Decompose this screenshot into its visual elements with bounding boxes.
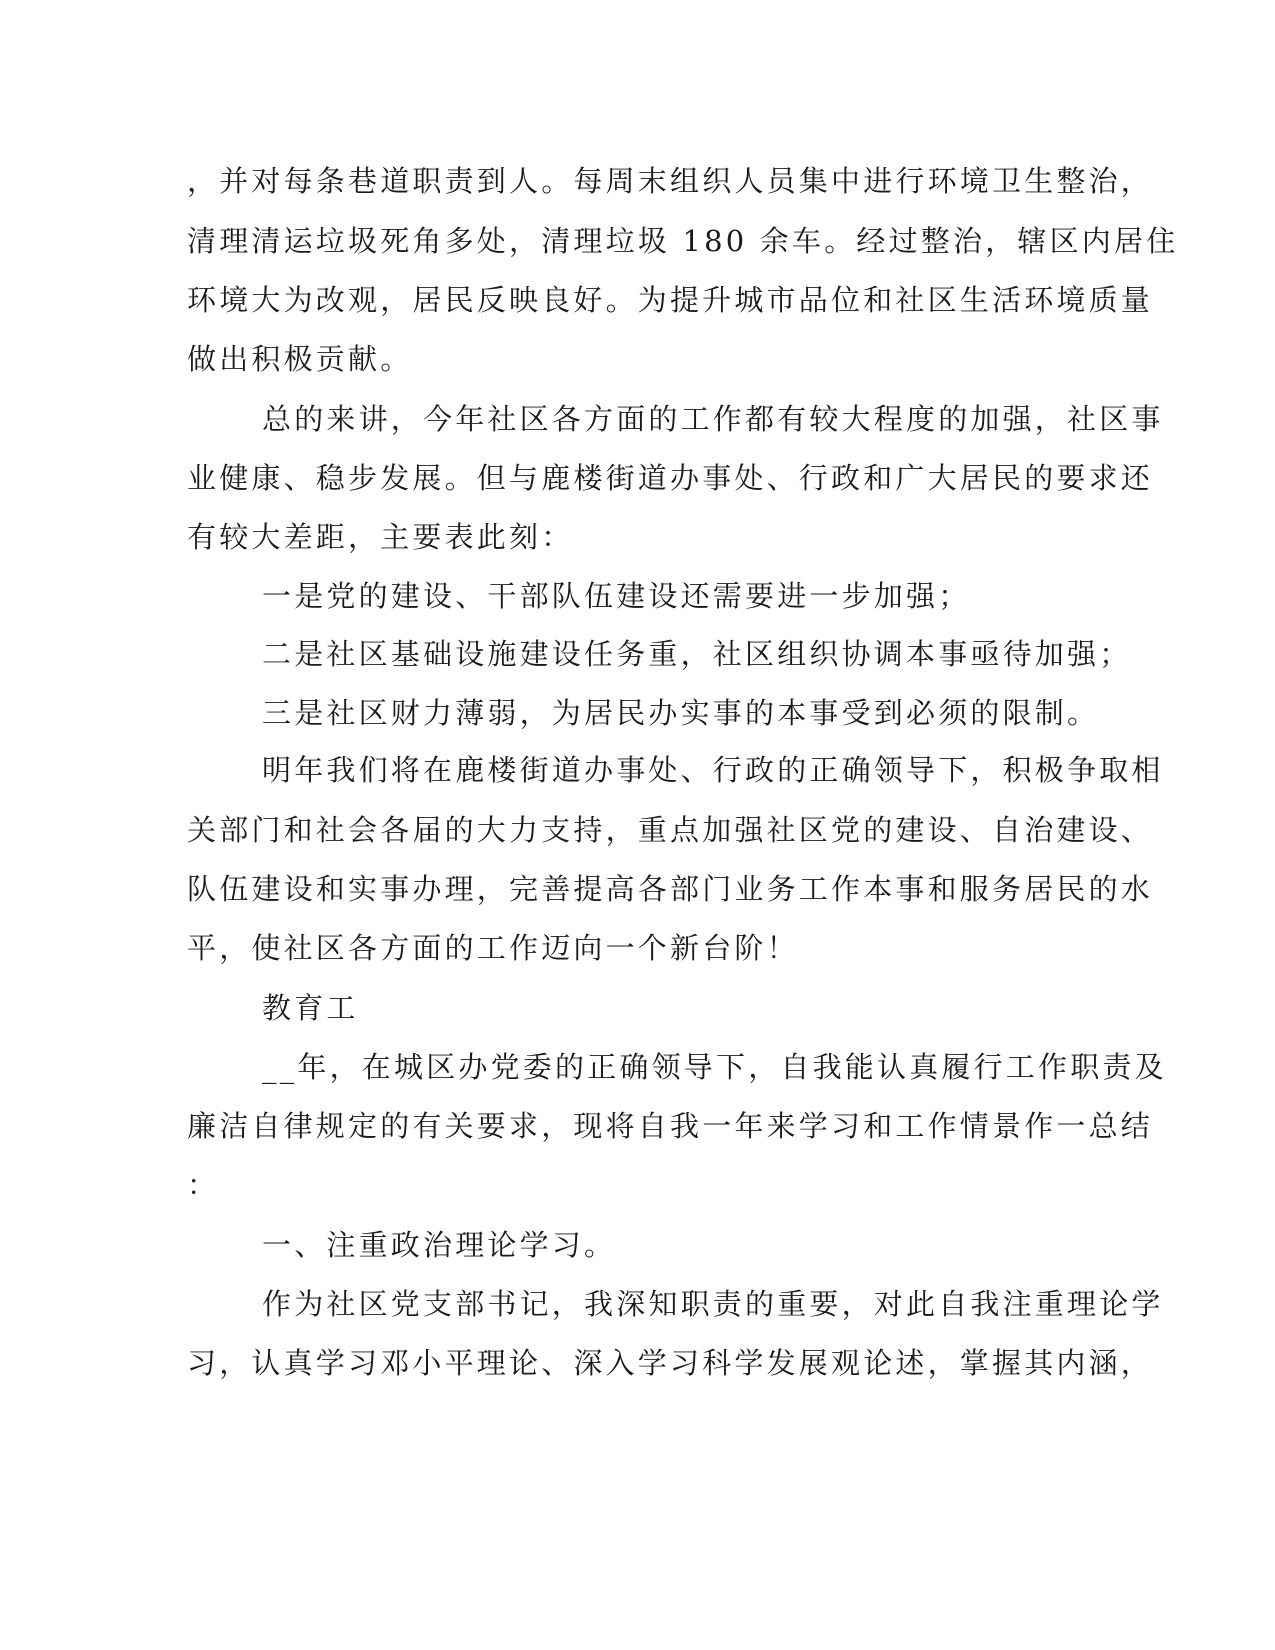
section-heading: 教育工 — [262, 991, 359, 1025]
text-line: 队伍建设和实事办理，完善提高各部门业务工作本事和服务居民的水 — [187, 872, 1154, 906]
list-item: 一是党的建设、干部队伍建设还需要进一步加强； — [262, 579, 971, 613]
list-item: 三是社区财力薄弱，为居民办实事的本事受到必须的限制。 — [262, 696, 1100, 730]
text-line: ，并对每条巷道职责到人。每周末组织人员集中进行环境卫生整治， — [187, 164, 1154, 198]
text-line: 廉洁自律规定的有关要求，现将自我一年来学习和工作情景作一总结 — [187, 1109, 1154, 1143]
text-line: ： — [187, 1168, 220, 1202]
text-line: __年，在城区办党委的正确领导下，自我能认真履行工作职责及 — [262, 1050, 1167, 1084]
text-line: 平，使社区各方面的工作迈向一个新台阶！ — [187, 931, 799, 965]
list-item: 二是社区基础设施建设任务重，社区组织协调本事亟待加强； — [262, 637, 1132, 671]
text-line: 总的来讲，今年社区各方面的工作都有较大程度的加强，社区事 — [262, 402, 1164, 436]
text-line: 明年我们将在鹿楼街道办事处、行政的正确领导下，积极争取相 — [262, 753, 1164, 787]
text-line: 作为社区党支部书记，我深知职责的重要，对此自我注重理论学 — [262, 1287, 1164, 1321]
text-line: 业健康、稳步发展。但与鹿楼街道办事处、行政和广大居民的要求还 — [187, 461, 1154, 495]
section-heading: 一、注重政治理论学习。 — [262, 1228, 617, 1262]
text-line: 清理清运垃圾死角多处，清理垃圾 180 余车。经过整治，辖区内居住 — [187, 224, 1179, 258]
text-line: 环境大为改观，居民反映良好。为提升城市品位和社区生活环境质量 — [187, 283, 1154, 317]
text-line: 关部门和社会各届的大力支持，重点加强社区党的建设、自治建设、 — [187, 813, 1154, 847]
text-line: 习，认真学习邓小平理论、深入学习科学发展观论述，掌握其内涵， — [187, 1346, 1154, 1380]
text-line: 做出积极贡献。 — [187, 342, 413, 376]
text-line: 有较大差距，主要表此刻： — [187, 520, 574, 554]
